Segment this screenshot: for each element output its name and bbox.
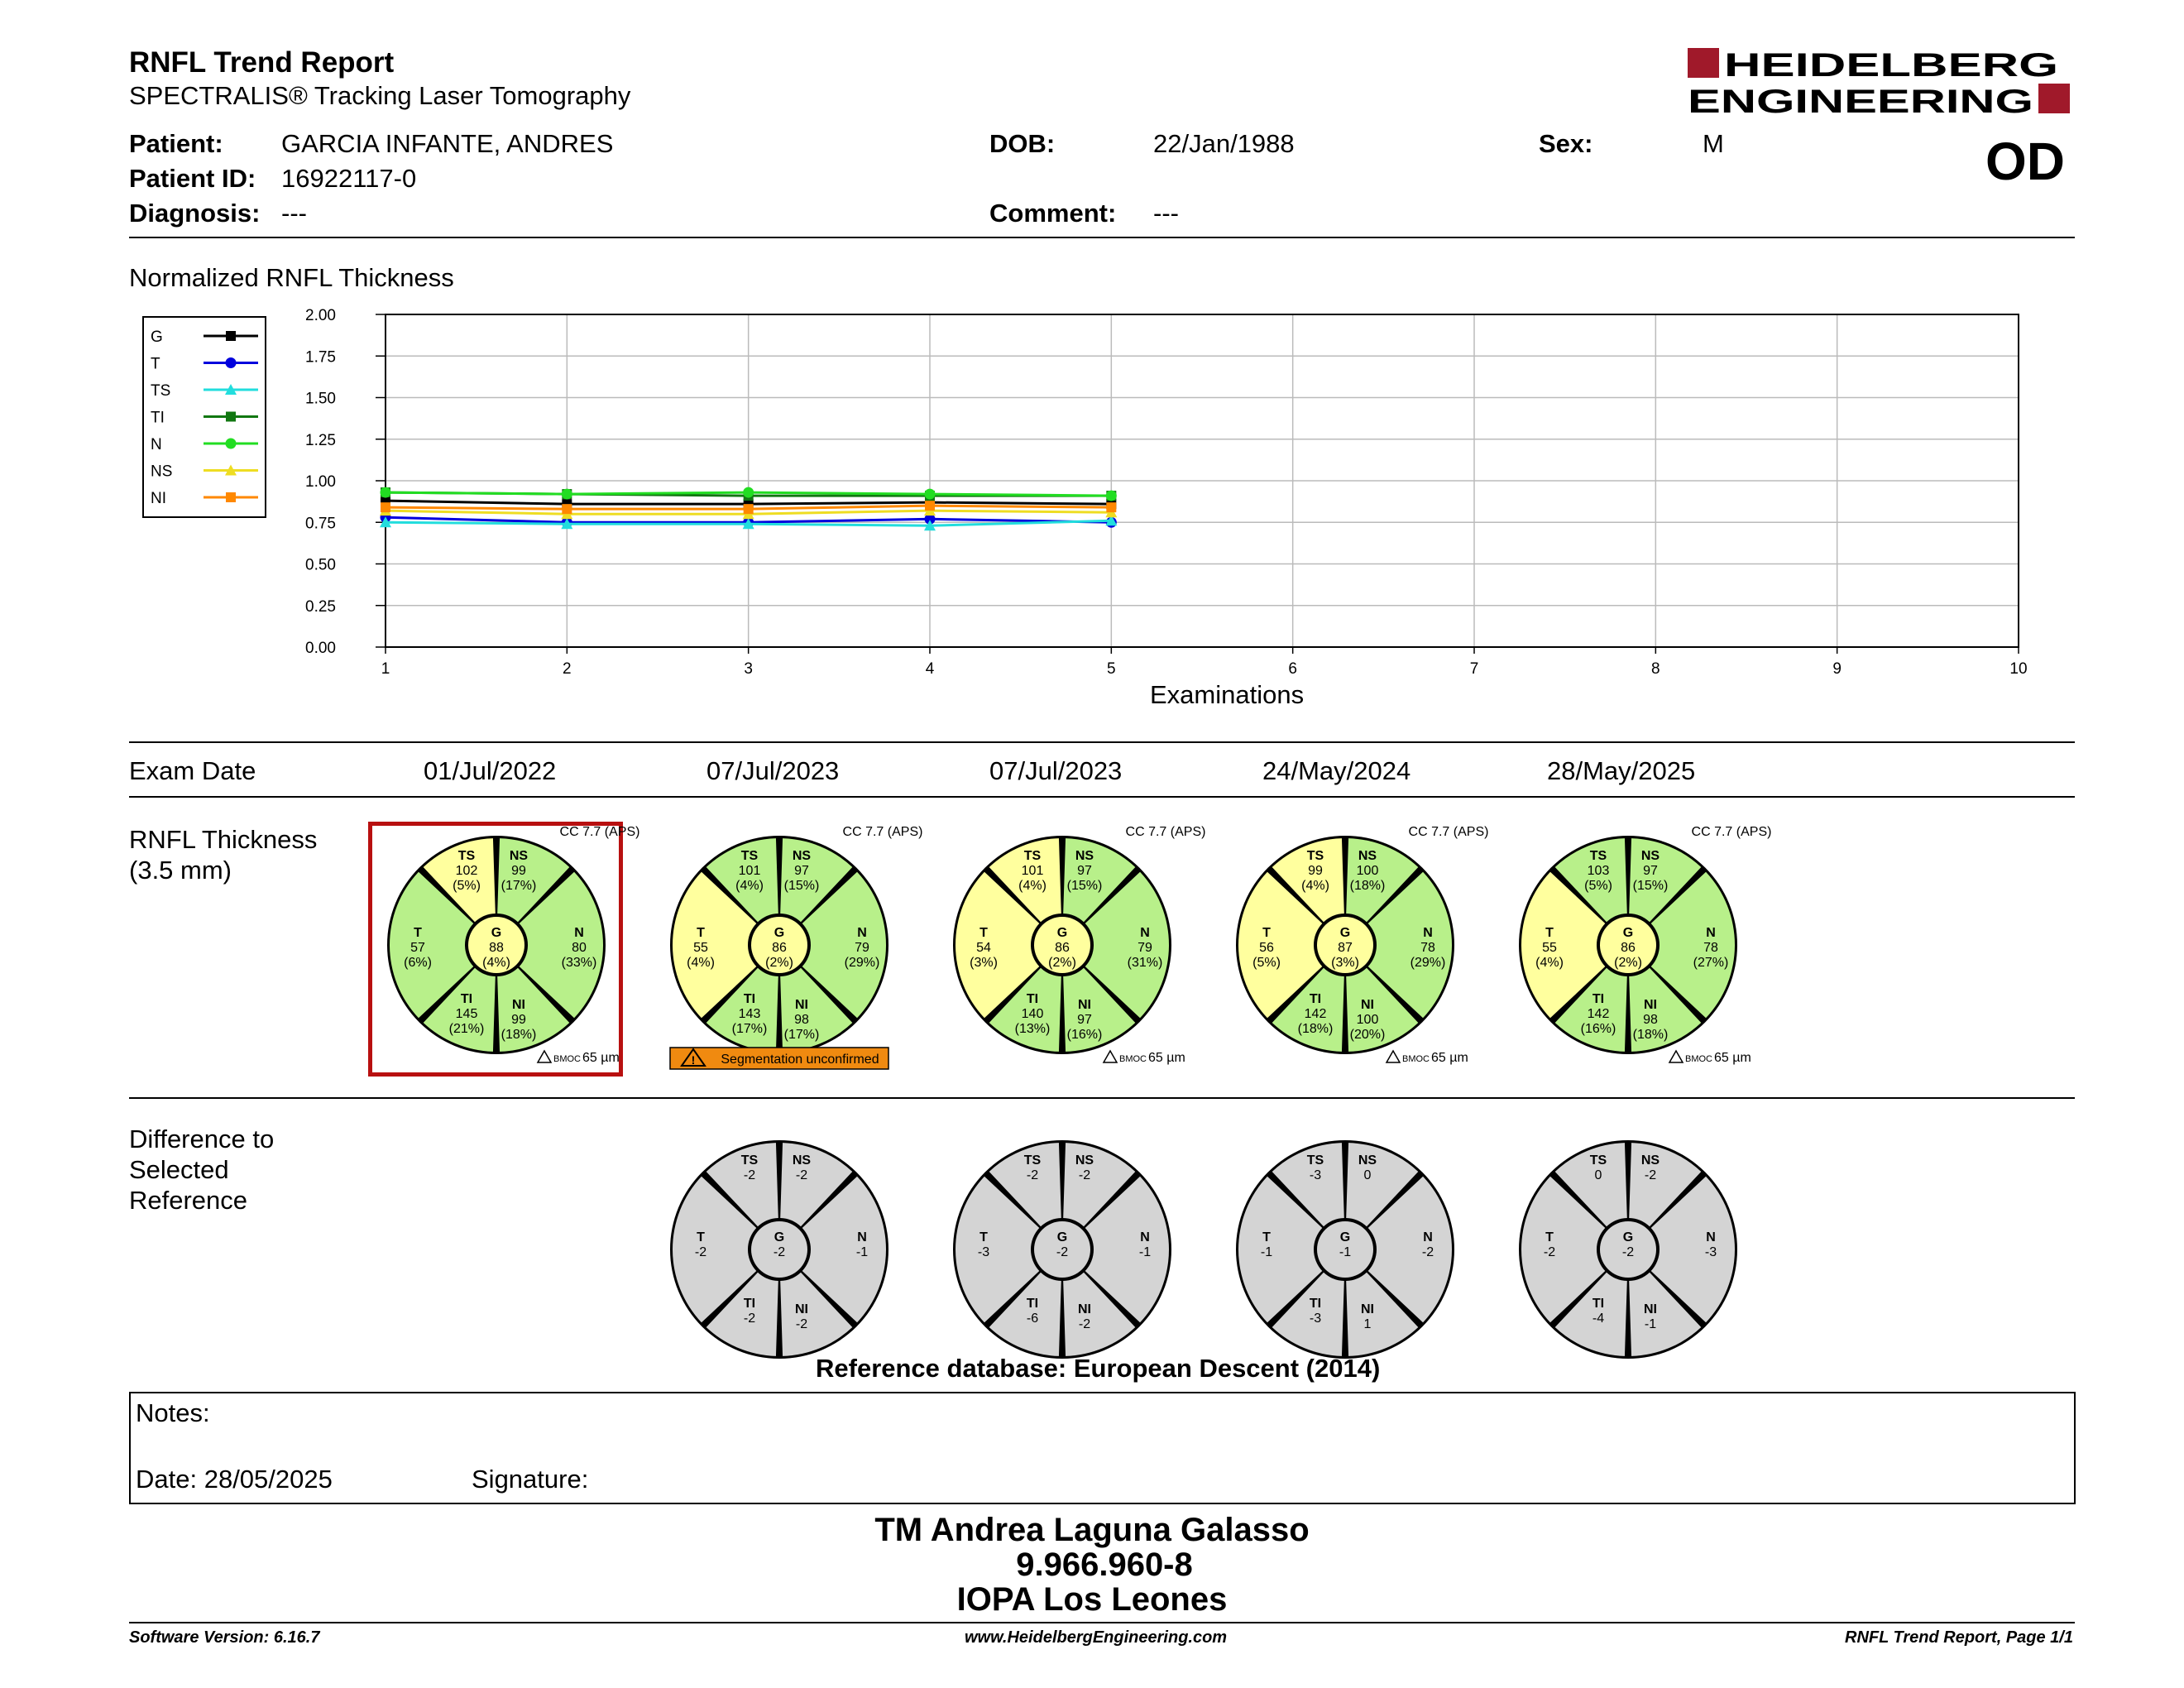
sector-label: N bbox=[857, 926, 867, 940]
sector-label: G bbox=[774, 1230, 785, 1244]
sector-percent: (6%) bbox=[404, 956, 432, 970]
legend-marker bbox=[226, 331, 236, 341]
exam-date-1: 01/Jul/2022 bbox=[424, 756, 557, 785]
sector-value: 97 bbox=[1077, 1013, 1092, 1027]
diagnosis-value: --- bbox=[281, 199, 307, 228]
bmoc-small: BMOC bbox=[553, 1054, 581, 1064]
x-tick-label: 9 bbox=[1832, 660, 1842, 678]
y-tick-label: 1.25 bbox=[305, 431, 336, 449]
sector-value: 143 bbox=[738, 1007, 761, 1021]
sector-value: 55 bbox=[693, 941, 708, 955]
legend-marker bbox=[226, 357, 237, 368]
data-point-ni bbox=[925, 501, 935, 511]
sector-percent: (4%) bbox=[1018, 879, 1046, 893]
sector-value: -1 bbox=[1339, 1245, 1352, 1259]
sector-label: NI bbox=[1644, 998, 1657, 1012]
sector-value: 97 bbox=[1643, 864, 1658, 878]
patient-name: GARCIA INFANTE, ANDRES bbox=[281, 129, 614, 158]
legend-label: N bbox=[151, 436, 162, 453]
sex-value: M bbox=[1703, 129, 1724, 158]
sector-percent: (3%) bbox=[1331, 956, 1359, 970]
data-point-ni bbox=[1106, 502, 1116, 512]
sector-value: 55 bbox=[1542, 941, 1557, 955]
data-point-n bbox=[925, 489, 936, 500]
sector-label: N bbox=[1423, 1230, 1433, 1244]
reference-database: Reference database: European Descent (2014) bbox=[816, 1354, 1381, 1383]
heidelberg-logo bbox=[1688, 46, 2081, 116]
stamp bbox=[827, 1513, 1357, 1617]
sector-percent: (4%) bbox=[482, 956, 510, 970]
chart-title: Normalized RNFL Thickness bbox=[129, 263, 454, 292]
sector-percent: (18%) bbox=[1349, 879, 1386, 893]
sector-value: -2 bbox=[1078, 1168, 1091, 1182]
y-tick-label: 0.75 bbox=[305, 515, 336, 533]
sector-label: TS bbox=[1589, 1153, 1607, 1168]
sector-value: 86 bbox=[1621, 941, 1636, 955]
patient-id: 16922117-0 bbox=[281, 164, 417, 193]
sector-label: NS bbox=[792, 1153, 812, 1168]
sector-label: TI bbox=[743, 992, 756, 1006]
sector-percent: (5%) bbox=[453, 879, 481, 893]
sector-label: NI bbox=[512, 998, 525, 1012]
sector-label: TS bbox=[1306, 849, 1324, 863]
comment-value: --- bbox=[1153, 199, 1179, 228]
sector-value: 87 bbox=[1338, 941, 1353, 955]
sector-value: -1 bbox=[855, 1245, 869, 1259]
sector-label: N bbox=[1140, 1230, 1150, 1244]
sector-label: NI bbox=[795, 998, 808, 1012]
sector-value: 140 bbox=[1021, 1007, 1044, 1021]
sector-value: 54 bbox=[976, 941, 991, 955]
warning-text: Segmentation unconfirmed bbox=[721, 1053, 879, 1067]
sector-percent: (2%) bbox=[1048, 956, 1076, 970]
sector-label: N bbox=[1706, 926, 1716, 940]
delta-icon bbox=[538, 1051, 551, 1062]
difference-label: Difference to Selected Reference bbox=[129, 1125, 275, 1215]
sector-label: N bbox=[857, 1230, 867, 1244]
sector-label: NS bbox=[1640, 849, 1660, 863]
legend-marker bbox=[226, 412, 236, 422]
sector-value: 78 bbox=[1420, 941, 1435, 955]
sector-percent: (29%) bbox=[1410, 956, 1446, 970]
data-point-n bbox=[381, 487, 391, 498]
y-tick-label: 0.50 bbox=[305, 556, 336, 574]
data-point-ni bbox=[562, 504, 572, 514]
x-axis-label: Examinations bbox=[1150, 680, 1305, 709]
delta-icon bbox=[1387, 1051, 1400, 1062]
sector-value: -2 bbox=[1543, 1245, 1556, 1259]
divider bbox=[129, 1622, 2075, 1623]
sector-value: -2 bbox=[743, 1168, 756, 1182]
sector-label: TS bbox=[1589, 849, 1607, 863]
sector-label: N bbox=[1706, 1230, 1716, 1244]
sector-percent: (15%) bbox=[1632, 879, 1669, 893]
difference-circles bbox=[645, 1130, 1787, 1370]
sector-value: 145 bbox=[455, 1007, 478, 1021]
x-tick-label: 3 bbox=[744, 660, 753, 678]
exam-date-label: Exam Date bbox=[129, 756, 256, 785]
sector-label: TI bbox=[1026, 1297, 1039, 1311]
bmoc-label bbox=[1104, 1051, 1185, 1065]
sector-label: TI bbox=[743, 1297, 756, 1311]
sector-label: TS bbox=[1023, 1153, 1042, 1168]
eye-indicator: OD bbox=[1985, 132, 2065, 191]
sector-value: -1 bbox=[1260, 1245, 1273, 1259]
sector-value: 101 bbox=[1021, 864, 1044, 878]
data-point-ni bbox=[744, 504, 754, 514]
cc-label: CC 7.7 (APS) bbox=[559, 825, 640, 839]
sector-value: 0 bbox=[1594, 1168, 1602, 1182]
sector-value: 99 bbox=[511, 1013, 526, 1027]
sector-percent: (21%) bbox=[448, 1022, 485, 1036]
x-tick-label: 5 bbox=[1107, 660, 1116, 678]
sector-value: 88 bbox=[489, 941, 504, 955]
difference-circle bbox=[1236, 1140, 1454, 1359]
sector-value: 97 bbox=[794, 864, 809, 878]
sector-value: -3 bbox=[977, 1245, 990, 1259]
sector-percent: (27%) bbox=[1693, 956, 1729, 970]
difference-circle bbox=[953, 1140, 1171, 1359]
sector-value: 100 bbox=[1356, 864, 1379, 878]
dob-label: DOB: bbox=[989, 129, 1056, 158]
bmoc-value: 65 µm bbox=[582, 1051, 620, 1065]
bmoc-value: 65 µm bbox=[1431, 1051, 1468, 1065]
sector-value: -6 bbox=[1026, 1312, 1039, 1326]
sector-value: 142 bbox=[1304, 1007, 1327, 1021]
sector-percent: (31%) bbox=[1127, 956, 1163, 970]
sector-value: 142 bbox=[1587, 1007, 1610, 1021]
legend-label: NI bbox=[151, 490, 166, 507]
trend-chart bbox=[281, 308, 2068, 713]
bmoc-small: BMOC bbox=[1119, 1054, 1147, 1064]
sector-label: T bbox=[697, 926, 705, 940]
sector-value: 78 bbox=[1703, 941, 1718, 955]
sector-label: T bbox=[979, 1230, 988, 1244]
stamp-id: 9.966.960-8 bbox=[1016, 1547, 1193, 1583]
sector-label: N bbox=[574, 926, 584, 940]
rnfl-circle bbox=[953, 836, 1171, 1054]
chart-legend bbox=[142, 316, 266, 518]
page-number: RNFL Trend Report, Page 1/1 bbox=[1845, 1628, 2073, 1647]
sector-label: G bbox=[1056, 926, 1068, 940]
rnfl-thickness-label: RNFL Thickness (3.5 mm) bbox=[129, 825, 318, 885]
sector-value: 99 bbox=[511, 864, 526, 878]
patient-label: Patient: bbox=[129, 129, 223, 158]
sector-label: NS bbox=[1358, 849, 1377, 863]
legend-label: T bbox=[151, 355, 160, 373]
exam-date-4: 24/May/2024 bbox=[1262, 756, 1411, 785]
sector-label: G bbox=[774, 926, 785, 940]
divider bbox=[129, 741, 2075, 743]
sector-value: 57 bbox=[410, 941, 425, 955]
sector-label: T bbox=[1545, 926, 1554, 940]
sector-label: NI bbox=[1078, 998, 1091, 1012]
report-title: RNFL Trend Report bbox=[129, 46, 395, 79]
cc-label: CC 7.7 (APS) bbox=[1125, 825, 1206, 839]
sector-label: NS bbox=[1640, 1153, 1660, 1168]
exam-date-2: 07/Jul/2023 bbox=[706, 756, 840, 785]
sector-percent: (15%) bbox=[1066, 879, 1103, 893]
sex-label: Sex: bbox=[1539, 129, 1593, 158]
diagnosis-label: Diagnosis: bbox=[129, 199, 261, 228]
sector-percent: (18%) bbox=[500, 1028, 537, 1042]
divider bbox=[129, 796, 2075, 798]
sector-value: -3 bbox=[1309, 1312, 1322, 1326]
sector-label: T bbox=[414, 926, 422, 940]
y-tick-label: 2.00 bbox=[305, 308, 336, 324]
sector-label: T bbox=[979, 926, 988, 940]
delta-icon bbox=[1104, 1051, 1117, 1062]
sector-value: 103 bbox=[1587, 864, 1610, 878]
notes-box[interactable] bbox=[129, 1392, 2076, 1504]
notes-label: Notes: bbox=[136, 1398, 210, 1427]
sector-label: NI bbox=[1361, 1302, 1374, 1316]
patient-id-label: Patient ID: bbox=[129, 164, 256, 193]
sector-value: -2 bbox=[1056, 1245, 1069, 1259]
sector-label: T bbox=[697, 1230, 705, 1244]
y-tick-label: 1.75 bbox=[305, 348, 336, 367]
divider bbox=[129, 237, 2075, 238]
website-link[interactable]: www.HeidelbergEngineering.com bbox=[965, 1628, 1228, 1647]
x-tick-label: 2 bbox=[563, 660, 572, 678]
sector-value: -2 bbox=[773, 1245, 786, 1259]
sector-label: G bbox=[1622, 1230, 1634, 1244]
sector-label: TS bbox=[1306, 1153, 1324, 1168]
bmoc-value: 65 µm bbox=[1148, 1051, 1185, 1065]
sector-percent: (17%) bbox=[731, 1022, 768, 1036]
svg-text:HEIDELBERG: HEIDELBERG bbox=[1724, 47, 2058, 84]
exam-date-5: 28/May/2025 bbox=[1547, 756, 1696, 785]
bmoc-label bbox=[1669, 1051, 1751, 1065]
sector-value: 79 bbox=[1138, 941, 1152, 955]
sector-value: -2 bbox=[1421, 1245, 1434, 1259]
x-tick-label: 6 bbox=[1288, 660, 1297, 678]
sector-label: N bbox=[1140, 926, 1150, 940]
sector-percent: (4%) bbox=[1301, 879, 1329, 893]
y-tick-label: 1.00 bbox=[305, 473, 336, 491]
sector-value: -2 bbox=[1078, 1317, 1091, 1331]
sector-percent: (4%) bbox=[735, 879, 764, 893]
dob-value: 22/Jan/1988 bbox=[1153, 129, 1295, 158]
exam-date-3: 07/Jul/2023 bbox=[989, 756, 1123, 785]
difference-circle bbox=[1519, 1140, 1737, 1359]
sector-value: -4 bbox=[1592, 1312, 1605, 1326]
sector-value: 102 bbox=[455, 864, 478, 878]
sector-percent: (17%) bbox=[783, 1028, 820, 1042]
sector-value: 0 bbox=[1363, 1168, 1372, 1182]
difference-circle bbox=[670, 1140, 888, 1359]
svg-text:ENGINEERING: ENGINEERING bbox=[1688, 84, 2033, 116]
sector-label: G bbox=[1056, 1230, 1068, 1244]
sector-label: NS bbox=[792, 849, 812, 863]
x-tick-label: 1 bbox=[381, 660, 390, 678]
bmoc-value: 65 µm bbox=[1714, 1051, 1751, 1065]
sector-label: NS bbox=[1075, 849, 1094, 863]
legend-label: TS bbox=[151, 382, 171, 400]
sector-percent: (15%) bbox=[783, 879, 820, 893]
rnfl-circle bbox=[670, 836, 888, 1054]
data-point-ni bbox=[381, 502, 390, 512]
legend-label: TI bbox=[151, 409, 165, 427]
legend-marker bbox=[226, 492, 236, 502]
sector-value: 97 bbox=[1077, 864, 1092, 878]
stamp-name: TM Andrea Laguna Galasso bbox=[874, 1512, 1310, 1548]
sector-percent: (2%) bbox=[765, 956, 793, 970]
sector-value: 1 bbox=[1363, 1317, 1372, 1331]
sector-percent: (3%) bbox=[970, 956, 998, 970]
rnfl-circle bbox=[387, 836, 606, 1054]
legend-label: G bbox=[151, 328, 163, 346]
warning-icon: ! bbox=[691, 1053, 696, 1067]
sector-label: G bbox=[1339, 926, 1351, 940]
sector-label: NS bbox=[1358, 1153, 1377, 1168]
sector-label: G bbox=[1622, 926, 1634, 940]
sector-percent: (4%) bbox=[1535, 956, 1564, 970]
divider bbox=[129, 1097, 2075, 1099]
comment-label: Comment: bbox=[989, 199, 1117, 228]
sector-value: -1 bbox=[1138, 1245, 1152, 1259]
sector-percent: (13%) bbox=[1014, 1022, 1051, 1036]
sector-value: 99 bbox=[1308, 864, 1323, 878]
sector-label: TI bbox=[1592, 992, 1605, 1006]
sector-percent: (4%) bbox=[687, 956, 715, 970]
sector-value: -1 bbox=[1644, 1317, 1657, 1331]
sector-value: -3 bbox=[1309, 1168, 1322, 1182]
sector-label: N bbox=[1423, 926, 1433, 940]
bmoc-label bbox=[1387, 1051, 1468, 1065]
data-point-n bbox=[562, 489, 572, 500]
delta-icon bbox=[1669, 1051, 1683, 1062]
sector-label: NS bbox=[509, 849, 529, 863]
sector-value: 101 bbox=[738, 864, 761, 878]
sector-label: T bbox=[1262, 926, 1271, 940]
sector-percent: (17%) bbox=[500, 879, 537, 893]
sector-value: -2 bbox=[1621, 1245, 1635, 1259]
x-tick-label: 7 bbox=[1469, 660, 1479, 678]
y-tick-label: 0.00 bbox=[305, 640, 336, 657]
sector-label: TS bbox=[457, 849, 476, 863]
data-point-n bbox=[743, 487, 754, 498]
sector-value: -2 bbox=[795, 1168, 808, 1182]
sector-label: TS bbox=[740, 1153, 759, 1168]
sector-label: TS bbox=[740, 849, 759, 863]
sector-label: G bbox=[491, 926, 502, 940]
sector-percent: (18%) bbox=[1297, 1022, 1334, 1036]
sector-value: 56 bbox=[1259, 941, 1274, 955]
sector-value: 100 bbox=[1356, 1013, 1379, 1027]
sector-value: 98 bbox=[1643, 1013, 1658, 1027]
x-tick-label: 4 bbox=[925, 660, 935, 678]
y-tick-label: 0.25 bbox=[305, 597, 336, 616]
legend-marker bbox=[226, 439, 237, 449]
sector-label: TI bbox=[1592, 1297, 1605, 1311]
cc-label: CC 7.7 (APS) bbox=[1691, 825, 1772, 839]
x-tick-label: 8 bbox=[1651, 660, 1660, 678]
report-subtitle: SPECTRALIS® Tracking Laser Tomography bbox=[129, 81, 631, 110]
segmentation-warning bbox=[670, 1048, 888, 1069]
sector-percent: (5%) bbox=[1584, 879, 1612, 893]
sector-percent: (5%) bbox=[1252, 956, 1281, 970]
sector-label: TS bbox=[1023, 849, 1042, 863]
sector-percent: (2%) bbox=[1614, 956, 1642, 970]
sector-label: NI bbox=[1361, 998, 1374, 1012]
cc-label: CC 7.7 (APS) bbox=[842, 825, 923, 839]
y-tick-label: 1.50 bbox=[305, 390, 336, 408]
sector-value: -3 bbox=[1704, 1245, 1717, 1259]
x-tick-label: 10 bbox=[2009, 660, 2028, 678]
sector-label: T bbox=[1262, 1230, 1271, 1244]
sector-percent: (29%) bbox=[844, 956, 880, 970]
sector-value: 80 bbox=[572, 941, 587, 955]
thickness-circles bbox=[364, 819, 1787, 1076]
sector-label: TI bbox=[460, 992, 473, 1006]
sector-label: T bbox=[1545, 1230, 1554, 1244]
sector-label: TI bbox=[1309, 1297, 1322, 1311]
sector-percent: (20%) bbox=[1349, 1028, 1386, 1042]
sector-label: NS bbox=[1075, 1153, 1094, 1168]
legend-label: NS bbox=[151, 463, 173, 481]
sector-value: -2 bbox=[1644, 1168, 1657, 1182]
sector-value: -2 bbox=[743, 1312, 756, 1326]
stamp-institution: IOPA Los Leones bbox=[956, 1581, 1228, 1618]
sector-value: 86 bbox=[1055, 941, 1070, 955]
bmoc-small: BMOC bbox=[1402, 1054, 1430, 1064]
sector-label: NI bbox=[1078, 1302, 1091, 1316]
rnfl-circle bbox=[1519, 836, 1737, 1054]
notes-date: Date: 28/05/2025 bbox=[136, 1465, 333, 1494]
signature-label: Signature: bbox=[472, 1465, 589, 1494]
sector-percent: (16%) bbox=[1066, 1028, 1103, 1042]
sector-label: TI bbox=[1309, 992, 1322, 1006]
sector-label: NI bbox=[795, 1302, 808, 1316]
sector-label: G bbox=[1339, 1230, 1351, 1244]
rnfl-circle bbox=[1236, 836, 1454, 1054]
bmoc-label bbox=[538, 1051, 620, 1065]
sector-value: -2 bbox=[795, 1317, 808, 1331]
sector-percent: (33%) bbox=[561, 956, 597, 970]
sector-value: -2 bbox=[1026, 1168, 1039, 1182]
data-point-n bbox=[1106, 491, 1117, 501]
software-version: Software Version: 6.16.7 bbox=[129, 1628, 320, 1647]
sector-value: 98 bbox=[794, 1013, 809, 1027]
sector-value: 79 bbox=[855, 941, 869, 955]
sector-value: -2 bbox=[694, 1245, 707, 1259]
sector-value: 86 bbox=[772, 941, 787, 955]
sector-percent: (16%) bbox=[1580, 1022, 1616, 1036]
bmoc-small: BMOC bbox=[1685, 1054, 1712, 1064]
sector-percent: (18%) bbox=[1632, 1028, 1669, 1042]
cc-label: CC 7.7 (APS) bbox=[1408, 825, 1489, 839]
sector-label: NI bbox=[1644, 1302, 1657, 1316]
sector-label: TI bbox=[1026, 992, 1039, 1006]
